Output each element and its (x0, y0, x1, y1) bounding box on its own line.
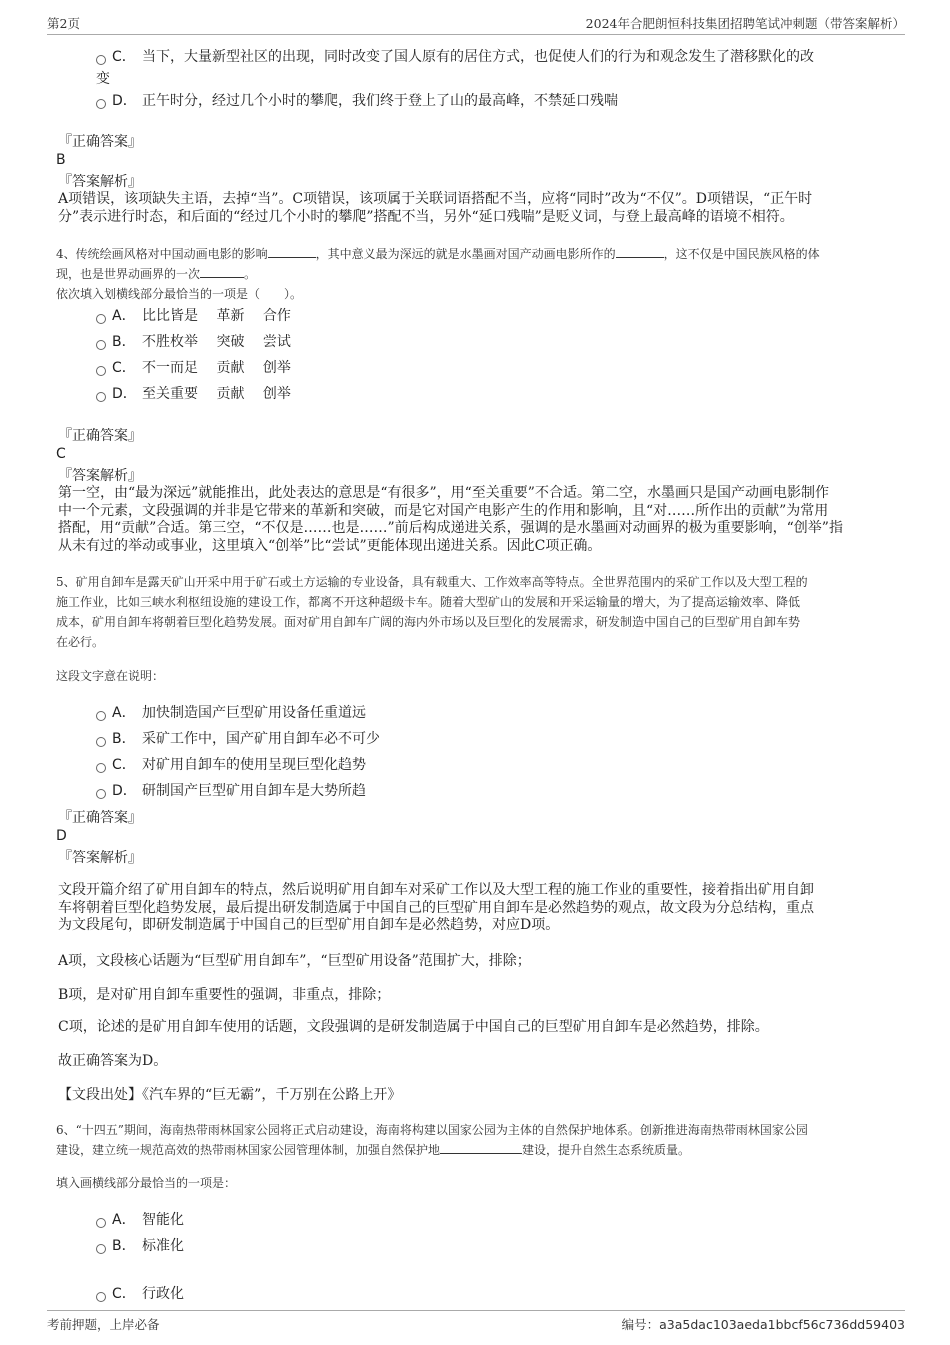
question-5-stem: 5、矿用自卸车是露天矿山开采中用于矿石或土方运输的专业设备，具有载重大、工作效率高等特点。全世界范围内的采矿工作以及大型工程的 施工作业，比如三峡水利枢纽设施的建设工作，都离不开这种超级卡车。随着大型矿山的发展和开采运输量的增大，为了提高运输效率、降低 成本，矿用自卸车将朝着巨型化趋势发展。面对矿用自卸车广阔的海内外市场以及巨型化的发展需求，研发制造中国自己的巨型矿用自卸车势 在必行。 (56, 575, 808, 649)
q4-option-d[interactable]: D． 至关重要 贡献 创举 (96, 383, 896, 405)
radio-icon[interactable] (96, 1218, 106, 1228)
answer-value: C (56, 446, 66, 462)
question-6-prompt: 填入画横线部分最恰当的一项是： (56, 1176, 237, 1190)
page-number: 第2页 (47, 16, 80, 31)
page-footer (47, 1310, 905, 1339)
question-4-stem: 4、传统绘画风格对中国动画电影的影响 ，其中意义最为深远的就是水墨画对国产动画电影所作的 ，这不仅是中国民族风格的体 现，也是世界动画界的一次 。 依次填入划横线部分最恰当的一项是（ ）。 (56, 247, 820, 301)
document-title: 2024年合肥朗恒科技集团招聘笔试冲刺题（带答案解析） (585, 16, 905, 31)
answer-value: B (56, 152, 66, 168)
analysis-option-b: B项，是对矿用自卸车重要性的强调，非重点，排除； (58, 987, 391, 1003)
option-text-continued: 变 (96, 71, 110, 87)
q6-option-b[interactable]: B． 标准化 (96, 1235, 896, 1257)
answer-heading: 『正确答案』 (58, 428, 142, 444)
q5-option-b[interactable]: B． 采矿工作中，国产矿用自卸车必不可少 (96, 728, 896, 750)
answer-value: D (56, 828, 67, 844)
q6-option-a[interactable]: A． 智能化 (96, 1209, 896, 1231)
option-text: 当下，大量新型社区的出现，同时改变了国人原有的居住方式，也促使人们的行为和观念发生了潜移默化的改 (142, 49, 814, 65)
radio-icon[interactable] (96, 789, 106, 799)
radio-icon[interactable] (96, 340, 106, 350)
q4-option-c[interactable]: C． 不一而足 贡献 创举 (96, 357, 896, 379)
q3-option-c-continued (96, 68, 896, 90)
radio-icon[interactable] (96, 314, 106, 324)
radio-icon[interactable] (96, 99, 106, 109)
radio-icon[interactable] (96, 1244, 106, 1254)
analysis-text: 文段开篇介绍了矿用自卸车的特点，然后说明矿用自卸车对采矿工作以及大型工程的施工作业的重要性，接着指出矿用自卸 车将朝着巨型化趋势发展，最后提出研发制造属于中国自己的巨型矿用自卸车是必然趋势的观点，故文段为分总结构，重点 为文段尾句，即研发制造属于中国自己的巨型矿用自卸车是必然趋势，对应D项。 (58, 882, 814, 933)
q3-option-c[interactable]: C． 当下，大量新型社区的出现，同时改变了国人原有的居住方式，也促使人们的行为和观念发生了潜移默化的改 (96, 46, 896, 68)
answer-heading: 『正确答案』 (58, 810, 142, 826)
analysis-conclusion: 故正确答案为D。 (58, 1053, 168, 1069)
radio-icon[interactable] (96, 737, 106, 747)
analysis-heading: 『答案解析』 (58, 850, 142, 866)
page-header (47, 14, 905, 35)
q5-option-d[interactable]: D． 研制国产巨型矿用自卸车是大势所趋 (96, 780, 896, 802)
question-6-stem: 6、“十四五”期间，海南热带雨林国家公园将正式启动建设，海南将构建以国家公园为主体的自然保护地体系。创新推进海南热带雨林国家公园 建设，建立统一规范高效的热带雨林国家公园管理体制，加强自然保护地 建设，提升自然生态系统质量。 (56, 1123, 808, 1157)
answer-heading: 『正确答案』 (58, 134, 142, 150)
analysis-option-c: C项，论述的是矿用自卸车使用的话题，文段强调的是研发制造属于中国自己的巨型矿用自卸车是必然趋势，排除。 (58, 1019, 769, 1035)
radio-icon[interactable] (96, 366, 106, 376)
q4-option-a[interactable]: A． 比比皆是 革新 合作 (96, 305, 896, 327)
analysis-text: A项错误，该项缺失主语，去掉“当”。C项错误，该项属于关联词语搭配不当，应将“同时”改为“不仅”。D项错误，“正午时 分”表示进行时态，和后面的“经过几个小时的攀爬”搭配不当，另外“延口残喘”是贬义词，与登上最高峰的语境不相符。 (58, 191, 813, 225)
document-code: 编号：a3a5dac103aeda1bbcf56c736dd59403 (621, 1317, 905, 1332)
source-citation: 【文段出处】《汽车界的“巨无霸”，千万别在公路上开》 (58, 1087, 402, 1103)
footer-slogan: 考前押题，上岸必备 (47, 1317, 160, 1332)
radio-icon[interactable] (96, 763, 106, 773)
q5-option-c[interactable]: C． 对矿用自卸车的使用呈现巨型化趋势 (96, 754, 896, 776)
q6-option-c[interactable]: C． 行政化 (96, 1283, 896, 1305)
analysis-heading: 『答案解析』 (58, 174, 142, 190)
analysis-text: 第一空，由“最为深远”就能推出，此处表达的意思是“有很多”，用“至关重要”不合适。第二空，水墨画只是国产动画电影制作 中一个元素，文段强调的并非是它带来的革新和突破，而是它对国产电影产生的作用和影响，且“对……所作出的贡献”为常用 搭配，用“贡献”合适。第三空，“不仅是……也是……”前后构成递进关系，强调的是水墨画对动画界的极为重要影响，“创举”指 从未有过的举动或事业，这里填入“创举”比“尝试”更能体现出递进关系。因此C项正确。 (58, 485, 843, 554)
analysis-option-a: A项，文段核心话题为“巨型矿用自卸车”，“巨型矿用设备”范围扩大，排除； (58, 953, 531, 969)
analysis-heading: 『答案解析』 (58, 468, 142, 484)
q4-option-b[interactable]: B． 不胜枚举 突破 尝试 (96, 331, 896, 353)
option-text: 正午时分，经过几个小时的攀爬，我们终于登上了山的最高峰，不禁延口残喘 (142, 93, 618, 109)
radio-icon[interactable] (96, 392, 106, 402)
question-5-prompt: 这段文字意在说明： (56, 669, 165, 683)
q5-option-a[interactable]: A． 加快制造国产巨型矿用设备任重道远 (96, 702, 896, 724)
radio-icon[interactable] (96, 1292, 106, 1302)
radio-icon[interactable] (96, 711, 106, 721)
q3-option-d[interactable]: D． 正午时分，经过几个小时的攀爬，我们终于登上了山的最高峰，不禁延口残喘 (96, 90, 896, 112)
radio-icon[interactable] (96, 55, 106, 65)
